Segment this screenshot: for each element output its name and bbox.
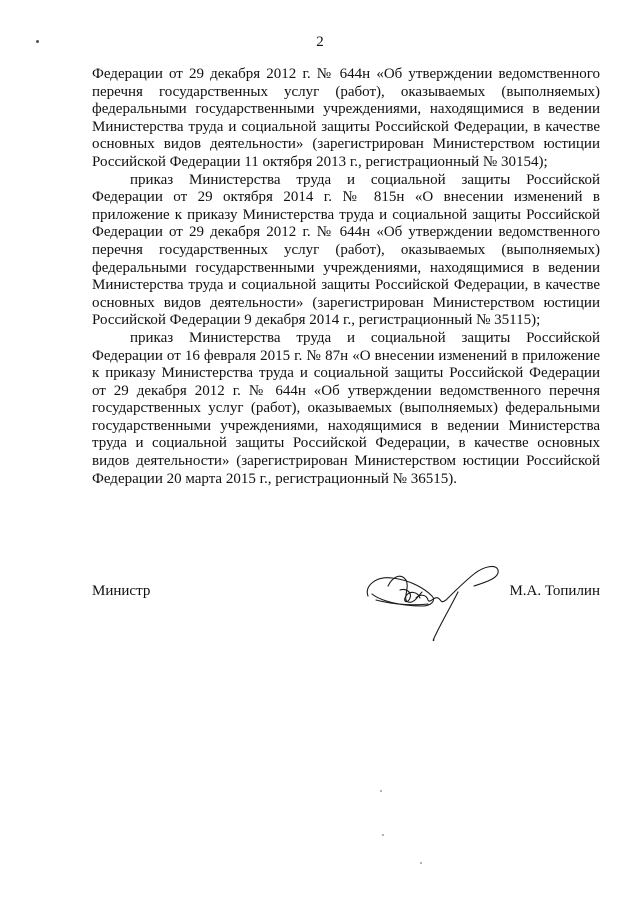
paragraph-continuation: Федерации от 29 декабря 2012 г. № 644н «Об утверждении ведомственного перечня государственных услуг (работ), оказываемых (выполняемых) федеральными государственными учреждениями, находящимися в ведении Министерства труда и социальной защиты Российской Федерации, в качестве основных видов деятельности» (зарегистрирован Министерством юстиции Российской Федерации 11 октября 2013 г., регистрационный № 30154); bbox=[92, 66, 600, 170]
signatory-position: Министр bbox=[92, 583, 151, 599]
signature-block bbox=[92, 583, 600, 607]
page-number: 2 bbox=[316, 34, 324, 50]
paper-speck bbox=[420, 862, 422, 864]
paragraph-order-815n: приказ Министерства труда и социальной защиты Российской Федерации от 29 октября 2014 г. № 815н «О внесении изменений в приложение к приказу Министерства труда и социальной защиты Российской Федерации от 29 декабря 2012 г. № 644н «Об утверждении ведомственного перечня государственных услуг (работ), оказываемых (выполняемых) федеральными государственными учреждениями, находящимися в ведении Министерства труда и социальной защиты Российской Федерации, в качестве основных видов деятельности» (зарегистрирован Министерством юстиции Российской Федерации 9 декабря 2014 г., регистрационный № 35115); bbox=[92, 171, 600, 329]
document-body bbox=[92, 66, 600, 488]
paragraph-order-87n: приказ Министерства труда и социальной защиты Российской Федерации от 16 февраля 2015 г. № 87н «О внесении изменений в приложение к приказу Министерства труда и социальной защиты Российской Федерации от 29 декабря 2012 г. № 644н «Об утверждении ведомственного перечня государственных услуг (работ), оказываемых (выполняемых) федеральными государственными учреждениями, находящимися в ведении Министерства труда и социальной защиты Российской Федерации, в качестве основных видов деятельности» (зарегистрирован Министерством юстиции Российской Федерации 20 марта 2015 г., регистрационный № 36515). bbox=[92, 329, 600, 487]
paper-speck bbox=[380, 790, 382, 792]
signatory-name: М.А. Топилин bbox=[509, 583, 600, 599]
paper-speck bbox=[382, 834, 384, 836]
handwritten-signature bbox=[362, 556, 502, 646]
